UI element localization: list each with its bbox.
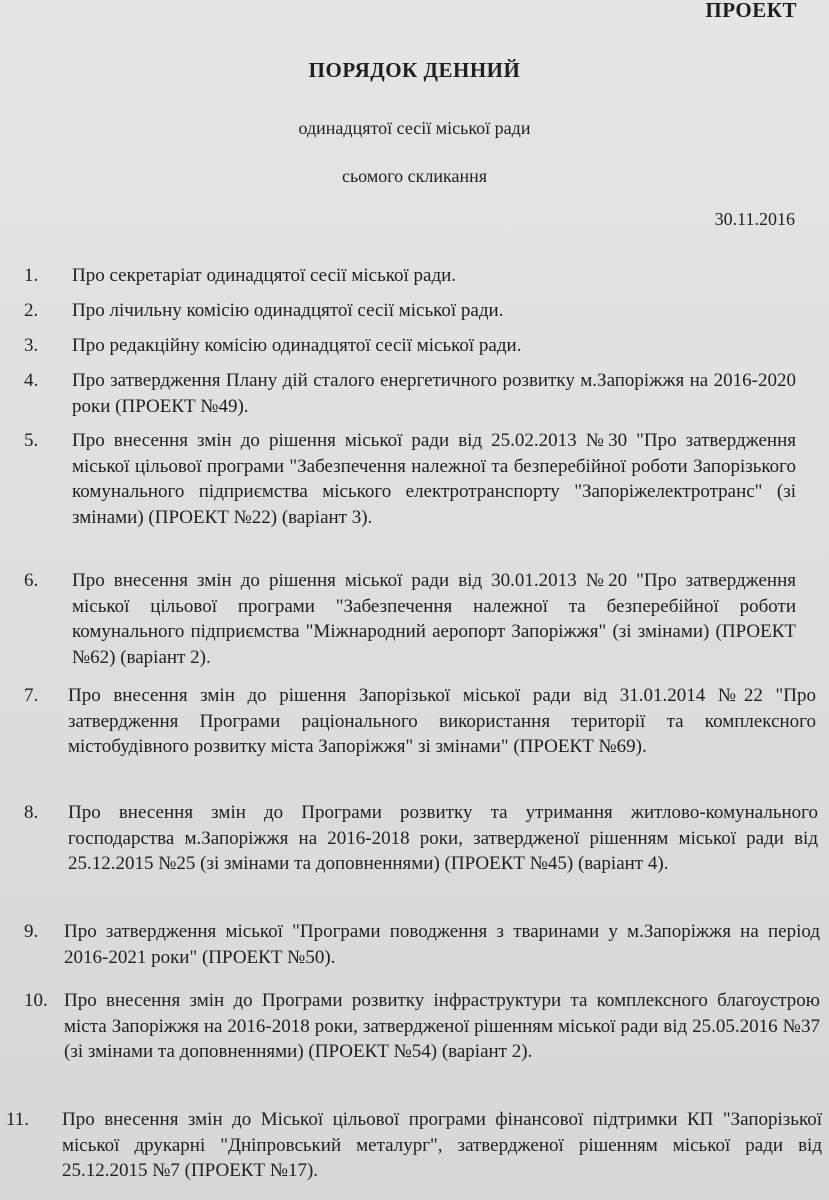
agenda-item-text: Про внесення змін до Програми розвитку та утримання житлово-комунального господарства м.Запоріжжя на 2016-2018 роки, затвердженої рішенням міської ради від 25.12.2015 №25 (зі змінами та доповненнями) (ПРОЕКТ №45) (варіант 4). — [68, 802, 818, 874]
agenda-item-text: Про внесення змін до Міської цільової програми фінансової підтримки КП "Запорізької міської друкарні "Дніпровський металург", затвердженої рішенням міської ради від 25.12.2015 №7 (ПРОЕКТ №17). — [62, 1109, 822, 1181]
document-date: 30.11.2016 — [714, 209, 795, 229]
agenda-item-number: 10. — [24, 990, 48, 1011]
agenda-item-number: 11. — [6, 1109, 30, 1130]
agenda-item-number: 3. — [24, 335, 39, 356]
agenda-item-number: 1. — [24, 265, 39, 286]
agenda-item-number: 4. — [24, 370, 39, 391]
page-title: ПОРЯДОК ДЕННИЙ — [308, 58, 521, 82]
agenda-item-text: Про внесення змін до Програми розвитку інфраструктури та комплексного благоустрою міста Запоріжжя на 2016-2018 роки, затвердженої рішенням міської ради від 25.05.2016 №37 (зі змінами та доповненнями) (ПРОЕКТ №54) (варіант 2). — [64, 990, 820, 1062]
agenda-item-text: Про внесення змін до рішення міської ради від 30.01.2013 №20 "Про затвердження міської цільової програми "Забезпечення належної та безперебійної роботи комунального підприємства "Міжнародний аеропорт Запоріжжя" (зі змінами) (ПРОЕКТ №62) (варіант 2). — [72, 570, 796, 668]
agenda-item-text: Про внесення змін до рішення Запорізької міської ради від 31.01.2014 №22 "Про затвердження Програми раціонального використання території та комплексного містобудівного розвитку міста Запоріжжя" зі змінами" (ПРОЕКТ №69). — [68, 685, 816, 757]
agenda-item-number: 6. — [24, 570, 39, 591]
agenda-item-number: 2. — [24, 300, 39, 321]
agenda-item-text: Про редакційну комісію одинадцятої сесії міської ради. — [72, 335, 522, 356]
convocation-subtitle: сьомого скликання — [341, 166, 488, 186]
agenda-item-number: 7. — [24, 685, 39, 706]
session-subtitle: одинадцятої сесії міської ради — [298, 118, 531, 138]
agenda-item-number: 8. — [24, 802, 39, 823]
agenda-item-number: 9. — [24, 921, 39, 942]
agenda-item-number: 5. — [24, 430, 39, 451]
agenda-item-text: Про внесення змін до рішення міської ради від 25.02.2013 №30 "Про затвердження міської цільової програми "Забезпечення належної та безперебійної роботи Запорізького комунального підприємства міського електротранспорту "Запоріжелектротранс" (зі змінами) (ПРОЕКТ №22) (варіант 3). — [72, 430, 796, 528]
agenda-item-text: Про лічильну комісію одинадцятої сесії міської ради. — [72, 300, 504, 321]
agenda-item-text: Про затвердження міської "Програми поводження з тваринами у м.Запоріжжя на період 2016-2021 роки" (ПРОЕКТ №50). — [64, 921, 820, 968]
agenda-item-text: Про затвердження Плану дій сталого енергетичного розвитку м.Запоріжжя на 2016-2020 роки (ПРОЕКТ №49). — [72, 370, 796, 417]
draft-stamp: ПРОЕКТ — [705, 0, 797, 22]
agenda-item-text: Про секретаріат одинадцятої сесії міської ради. — [72, 265, 457, 286]
